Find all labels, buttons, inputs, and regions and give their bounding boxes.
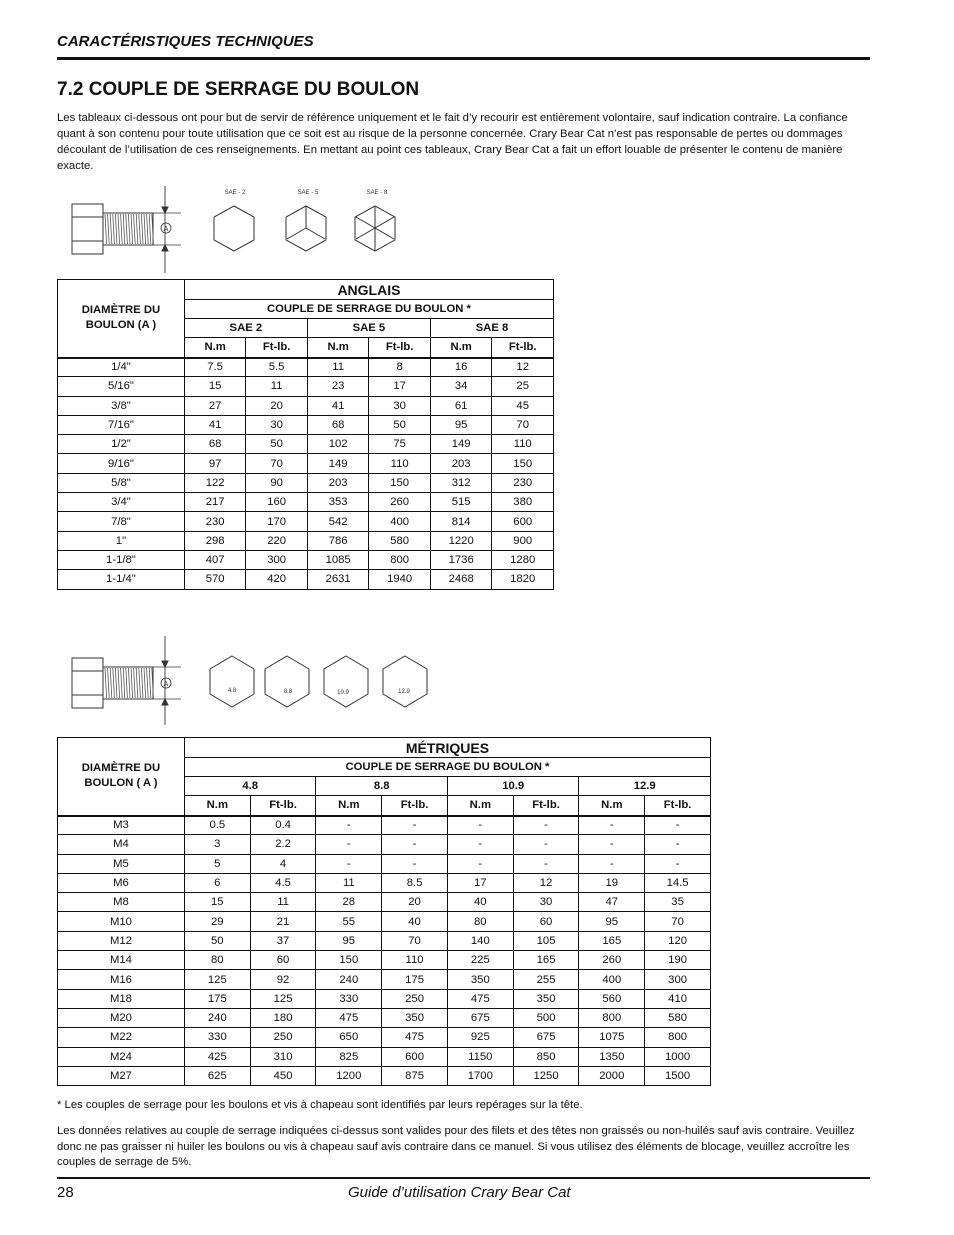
bolt-diagram-english xyxy=(57,183,417,275)
table-row xyxy=(58,512,554,531)
torque-value-cell: 1940 xyxy=(369,570,431,589)
torque-value-cell: 30 xyxy=(246,415,308,434)
torque-value-cell: 110 xyxy=(382,951,448,970)
torque-value-cell: 1820 xyxy=(492,570,554,589)
torque-value-cell: 125 xyxy=(250,989,316,1008)
torque-value-cell: 27 xyxy=(184,396,246,415)
torque-value-cell: 330 xyxy=(184,1028,250,1047)
torque-value-cell: - xyxy=(447,816,513,835)
torque-value-cell: - xyxy=(645,835,711,854)
metric-torque-table xyxy=(57,737,711,1086)
torque-value-cell: 70 xyxy=(492,415,554,434)
torque-value-cell: 180 xyxy=(250,1008,316,1027)
unit-header: N.m xyxy=(447,796,513,816)
torque-value-cell: 4.5 xyxy=(250,873,316,892)
torque-value-cell: 61 xyxy=(430,396,492,415)
torque-value-cell: 542 xyxy=(307,512,369,531)
torque-value-cell: - xyxy=(579,854,645,873)
head-label-12-9: 12.9 xyxy=(398,689,410,695)
table-row xyxy=(58,358,554,377)
bolt-diagram-metric xyxy=(57,633,447,727)
torque-value-cell: 353 xyxy=(307,493,369,512)
bolt-diameter-cell: 9/16" xyxy=(58,454,185,473)
torque-value-cell: 1736 xyxy=(430,550,492,569)
torque-value-cell: 120 xyxy=(645,931,711,950)
torque-value-cell: - xyxy=(382,854,448,873)
torque-value-cell: 350 xyxy=(513,989,579,1008)
page-title: 7.2 COUPLE DE SERRAGE DU BOULON xyxy=(57,79,420,100)
torque-value-cell: 240 xyxy=(184,1008,250,1027)
grade-header: 8.8 xyxy=(316,777,448,796)
footnote-marking: * Les couples de serrage pour les boulons et vis à chapeau sont identifiés par leurs repérages sur la tête. xyxy=(57,1099,583,1111)
torque-value-cell: 8 xyxy=(369,358,431,377)
grade-header: 4.8 xyxy=(184,777,316,796)
torque-value-cell: 175 xyxy=(382,970,448,989)
torque-value-cell: 40 xyxy=(447,893,513,912)
table-row xyxy=(58,1028,711,1047)
bolt-diameter-cell: 7/16" xyxy=(58,415,185,434)
unit-header: N.m xyxy=(184,796,250,816)
bolt-diameter-cell: M14 xyxy=(58,951,185,970)
torque-value-cell: 20 xyxy=(382,893,448,912)
torque-value-cell: 330 xyxy=(316,989,382,1008)
torque-value-cell: - xyxy=(447,854,513,873)
torque-value-cell: 515 xyxy=(430,493,492,512)
torque-value-cell: 11 xyxy=(246,377,308,396)
torque-value-cell: 6 xyxy=(184,873,250,892)
torque-value-cell: 25 xyxy=(492,377,554,396)
torque-value-cell: 410 xyxy=(645,989,711,1008)
torque-value-cell: 16 xyxy=(430,358,492,377)
torque-value-cell: 8.5 xyxy=(382,873,448,892)
torque-value-cell: 300 xyxy=(246,550,308,569)
unit-header: Ft-lb. xyxy=(369,338,431,358)
torque-value-cell: 4 xyxy=(250,854,316,873)
torque-value-cell: - xyxy=(645,816,711,835)
torque-value-cell: 350 xyxy=(382,1008,448,1027)
table-row xyxy=(58,415,554,434)
torque-value-cell: 786 xyxy=(307,531,369,550)
bolt-diameter-cell: 5/16" xyxy=(58,377,185,396)
torque-value-cell: - xyxy=(579,816,645,835)
torque-value-cell: 875 xyxy=(382,1066,448,1085)
bolt-diameter-cell: M27 xyxy=(58,1066,185,1085)
torque-value-cell: 60 xyxy=(513,912,579,931)
diameter-header: DIAMÈTRE DU BOULON (A ) xyxy=(58,280,185,358)
torque-value-cell: 12 xyxy=(513,873,579,892)
unit-header: Ft-lb. xyxy=(250,796,316,816)
table-subtitle: COUPLE DE SERRAGE DU BOULON * xyxy=(184,758,710,777)
torque-value-cell: 95 xyxy=(430,415,492,434)
bolt-diameter-cell: 1/4" xyxy=(58,358,185,377)
table-row xyxy=(58,931,711,950)
torque-value-cell: 11 xyxy=(316,873,382,892)
torque-value-cell: 40 xyxy=(382,912,448,931)
unit-header: N.m xyxy=(307,338,369,358)
torque-value-cell: 675 xyxy=(447,1008,513,1027)
torque-value-cell: 165 xyxy=(513,951,579,970)
torque-value-cell: 80 xyxy=(447,912,513,931)
torque-value-cell: 68 xyxy=(184,435,246,454)
torque-value-cell: 225 xyxy=(447,951,513,970)
head-label-8-8: 8.8 xyxy=(283,689,293,695)
grade-12-9-head-shape xyxy=(383,656,427,707)
torque-value-cell: 160 xyxy=(246,493,308,512)
torque-value-cell: 70 xyxy=(645,912,711,931)
table-row xyxy=(58,835,711,854)
torque-value-cell: - xyxy=(579,835,645,854)
torque-value-cell: - xyxy=(316,835,382,854)
unit-header: Ft-lb. xyxy=(513,796,579,816)
torque-value-cell: 30 xyxy=(369,396,431,415)
torque-value-cell: 240 xyxy=(316,970,382,989)
torque-value-cell: 17 xyxy=(369,377,431,396)
diameter-header: DIAMÈTRE DU BOULON ( A ) xyxy=(58,738,185,816)
table-row xyxy=(58,951,711,970)
table-row xyxy=(58,493,554,512)
bolt-diameter-cell: 1-1/4" xyxy=(58,570,185,589)
torque-value-cell: 11 xyxy=(250,893,316,912)
torque-value-cell: 28 xyxy=(316,893,382,912)
torque-value-cell: - xyxy=(316,854,382,873)
table-row xyxy=(58,854,711,873)
torque-value-cell: 220 xyxy=(246,531,308,550)
torque-value-cell: 37 xyxy=(250,931,316,950)
torque-value-cell: 15 xyxy=(184,377,246,396)
torque-value-cell: 475 xyxy=(382,1028,448,1047)
torque-value-cell: 625 xyxy=(184,1066,250,1085)
bolt-diameter-cell: M3 xyxy=(58,816,185,835)
bolt-diameter-cell: 1/2" xyxy=(58,435,185,454)
top-rule xyxy=(57,57,870,60)
torque-value-cell: 0.5 xyxy=(184,816,250,835)
torque-value-cell: 149 xyxy=(430,435,492,454)
dimension-label: A xyxy=(163,226,169,233)
unit-header: N.m xyxy=(184,338,246,358)
grade-10-9-head-shape xyxy=(324,656,368,707)
table-row xyxy=(58,435,554,454)
torque-value-cell: 580 xyxy=(369,531,431,550)
torque-value-cell: 35 xyxy=(645,893,711,912)
torque-value-cell: 105 xyxy=(513,931,579,950)
bolt-diameter-cell: 1" xyxy=(58,531,185,550)
head-label-sae8: SAE - 8 xyxy=(366,190,388,196)
grade-header: 10.9 xyxy=(447,777,579,796)
torque-value-cell: 17 xyxy=(447,873,513,892)
torque-value-cell: 203 xyxy=(430,454,492,473)
torque-value-cell: 80 xyxy=(184,951,250,970)
torque-value-cell: 150 xyxy=(316,951,382,970)
torque-value-cell: 475 xyxy=(316,1008,382,1027)
torque-value-cell: 23 xyxy=(307,377,369,396)
torque-value-cell: 68 xyxy=(307,415,369,434)
torque-value-cell: 925 xyxy=(447,1028,513,1047)
torque-value-cell: 110 xyxy=(369,454,431,473)
grade-header: SAE 8 xyxy=(430,319,553,338)
table-title: ANGLAIS xyxy=(184,280,553,300)
torque-value-cell: - xyxy=(513,816,579,835)
torque-value-cell: 95 xyxy=(579,912,645,931)
torque-value-cell: 260 xyxy=(579,951,645,970)
torque-value-cell: 1700 xyxy=(447,1066,513,1085)
torque-value-cell: 95 xyxy=(316,931,382,950)
torque-value-cell: 800 xyxy=(645,1028,711,1047)
torque-value-cell: 97 xyxy=(184,454,246,473)
table-row xyxy=(58,396,554,415)
bolt-diameter-cell: M16 xyxy=(58,970,185,989)
torque-value-cell: 21 xyxy=(250,912,316,931)
unit-header: Ft-lb. xyxy=(246,338,308,358)
torque-value-cell: 175 xyxy=(184,989,250,1008)
torque-value-cell: 41 xyxy=(184,415,246,434)
bolt-diameter-cell: M5 xyxy=(58,854,185,873)
torque-value-cell: 475 xyxy=(447,989,513,1008)
bolt-head-shape xyxy=(72,204,103,254)
table-row xyxy=(58,377,554,396)
torque-value-cell: - xyxy=(645,854,711,873)
torque-value-cell: 312 xyxy=(430,473,492,492)
torque-value-cell: 14.5 xyxy=(645,873,711,892)
bolt-diameter-cell: 3/8" xyxy=(58,396,185,415)
torque-value-cell: 55 xyxy=(316,912,382,931)
torque-value-cell: 1200 xyxy=(316,1066,382,1085)
torque-value-cell: 1150 xyxy=(447,1047,513,1066)
torque-value-cell: 150 xyxy=(492,454,554,473)
torque-value-cell: 47 xyxy=(579,893,645,912)
torque-value-cell: 125 xyxy=(184,970,250,989)
torque-value-cell: 1500 xyxy=(645,1066,711,1085)
torque-value-cell: 260 xyxy=(369,493,431,512)
torque-value-cell: 250 xyxy=(382,989,448,1008)
torque-value-cell: 650 xyxy=(316,1028,382,1047)
torque-value-cell: 255 xyxy=(513,970,579,989)
table-title: MÉTRIQUES xyxy=(184,738,710,758)
torque-value-cell: 70 xyxy=(382,931,448,950)
torque-value-cell: 102 xyxy=(307,435,369,454)
torque-value-cell: 350 xyxy=(447,970,513,989)
grade-header: SAE 5 xyxy=(307,319,430,338)
table-row xyxy=(58,1047,711,1066)
torque-value-cell: 814 xyxy=(430,512,492,531)
torque-value-cell: 1220 xyxy=(430,531,492,550)
torque-value-cell: 110 xyxy=(492,435,554,454)
torque-value-cell: 41 xyxy=(307,396,369,415)
torque-value-cell: 425 xyxy=(184,1047,250,1066)
torque-value-cell: 34 xyxy=(430,377,492,396)
intro-paragraph: Les tableaux ci-dessous ont pour but de servir de référence uniquement et le fait d’y recourir est entièrement volontaire, sauf indication contraire. La confiance quant à son contenu pour toute utilisation que ce soit est au risque de la personne concernée. Crary Bear Cat n’est pas responsable de pertes ou dommages découlant de l’utilisation de ces renseignements. En mettant au point ces tableaux, Crary Bear Cat a fait un effort louable de présenter le contenu de manière exacte. xyxy=(57,112,848,172)
table-row xyxy=(58,873,711,892)
bolt-diameter-cell: M10 xyxy=(58,912,185,931)
table-row xyxy=(58,1008,711,1027)
bolt-diameter-cell: M4 xyxy=(58,835,185,854)
dimension-label: A xyxy=(163,681,169,688)
table-row xyxy=(58,531,554,550)
table-row xyxy=(58,454,554,473)
torque-value-cell: 1075 xyxy=(579,1028,645,1047)
unit-header: N.m xyxy=(579,796,645,816)
torque-value-cell: 230 xyxy=(184,512,246,531)
table-row xyxy=(58,1066,711,1085)
torque-value-cell: 150 xyxy=(369,473,431,492)
torque-value-cell: - xyxy=(382,835,448,854)
english-torque-table xyxy=(57,279,554,590)
unit-header: N.m xyxy=(316,796,382,816)
torque-value-cell: 400 xyxy=(369,512,431,531)
torque-value-cell: 165 xyxy=(579,931,645,950)
bolt-diameter-cell: M22 xyxy=(58,1028,185,1047)
torque-value-cell: 45 xyxy=(492,396,554,415)
torque-value-cell: 50 xyxy=(246,435,308,454)
unit-header: N.m xyxy=(430,338,492,358)
torque-value-cell: 20 xyxy=(246,396,308,415)
table-row xyxy=(58,970,711,989)
torque-value-cell: - xyxy=(447,835,513,854)
bolt-diameter-cell: M12 xyxy=(58,931,185,950)
torque-value-cell: 407 xyxy=(184,550,246,569)
head-label-sae5: SAE - 5 xyxy=(297,190,319,196)
table-row xyxy=(58,550,554,569)
unit-header: Ft-lb. xyxy=(382,796,448,816)
footnote-lubrication: Les données relatives au couple de serrage indiquées ci-dessus sont valides pour des filets et des têtes non graissés ou non-huilés sauf avis contraire. Veuillez donc ne pas graisser ni huiler les boulons ou vis à chapeau sauf avis contraire dans ce manuel. Si vous utilisez des éléments de blocage, veuillez accroître les couples de serrage de 5%. xyxy=(57,1125,855,1168)
torque-value-cell: 140 xyxy=(447,931,513,950)
head-label-10-9: 10.9 xyxy=(337,690,349,696)
bolt-diameter-cell: M20 xyxy=(58,1008,185,1027)
bolt-head-shape xyxy=(72,658,103,708)
torque-value-cell: 217 xyxy=(184,493,246,512)
torque-value-cell: 298 xyxy=(184,531,246,550)
torque-value-cell: 1350 xyxy=(579,1047,645,1066)
torque-value-cell: 5 xyxy=(184,854,250,873)
bolt-diameter-cell: M6 xyxy=(58,873,185,892)
bolt-diameter-cell: M24 xyxy=(58,1047,185,1066)
torque-value-cell: - xyxy=(513,854,579,873)
torque-value-cell: 122 xyxy=(184,473,246,492)
torque-value-cell: 50 xyxy=(369,415,431,434)
torque-value-cell: 600 xyxy=(492,512,554,531)
torque-value-cell: 70 xyxy=(246,454,308,473)
torque-value-cell: 190 xyxy=(645,951,711,970)
torque-value-cell: 560 xyxy=(579,989,645,1008)
head-label-4-8: 4.8 xyxy=(227,688,237,694)
table-row xyxy=(58,989,711,1008)
table-row xyxy=(58,473,554,492)
unit-header: Ft-lb. xyxy=(645,796,711,816)
sae2-head-shape xyxy=(214,206,254,251)
torque-value-cell: 800 xyxy=(579,1008,645,1027)
torque-value-cell: 570 xyxy=(184,570,246,589)
torque-value-cell: 1000 xyxy=(645,1047,711,1066)
torque-value-cell: 230 xyxy=(492,473,554,492)
grade-8-8-head-shape xyxy=(265,656,309,707)
torque-value-cell: 2631 xyxy=(307,570,369,589)
torque-value-cell: 825 xyxy=(316,1047,382,1066)
torque-value-cell: 400 xyxy=(579,970,645,989)
torque-value-cell: 3 xyxy=(184,835,250,854)
torque-value-cell: 90 xyxy=(246,473,308,492)
torque-value-cell: 30 xyxy=(513,893,579,912)
torque-value-cell: 15 xyxy=(184,893,250,912)
torque-value-cell: 2000 xyxy=(579,1066,645,1085)
bolt-diameter-cell: M8 xyxy=(58,893,185,912)
torque-value-cell: - xyxy=(316,816,382,835)
torque-value-cell: 500 xyxy=(513,1008,579,1027)
grade-4-8-head-shape xyxy=(210,656,254,707)
bottom-rule xyxy=(57,1177,870,1179)
footer-guide-title: Guide d’utilisation Crary Bear Cat xyxy=(348,1184,571,1201)
torque-value-cell: 800 xyxy=(369,550,431,569)
torque-value-cell: 7.5 xyxy=(184,358,246,377)
table-row xyxy=(58,893,711,912)
torque-value-cell: 203 xyxy=(307,473,369,492)
torque-value-cell: 75 xyxy=(369,435,431,454)
head-label-sae2: SAE - 2 xyxy=(224,190,246,196)
torque-value-cell: 310 xyxy=(250,1047,316,1066)
torque-value-cell: 29 xyxy=(184,912,250,931)
torque-value-cell: 1085 xyxy=(307,550,369,569)
torque-value-cell: 300 xyxy=(645,970,711,989)
torque-value-cell: - xyxy=(382,816,448,835)
bolt-diameter-cell: 7/8" xyxy=(58,512,185,531)
torque-value-cell: 1250 xyxy=(513,1066,579,1085)
torque-value-cell: 19 xyxy=(579,873,645,892)
torque-value-cell: - xyxy=(513,835,579,854)
torque-value-cell: 5.5 xyxy=(246,358,308,377)
torque-value-cell: 380 xyxy=(492,493,554,512)
torque-value-cell: 2.2 xyxy=(250,835,316,854)
unit-header: Ft-lb. xyxy=(492,338,554,358)
table-row xyxy=(58,816,711,835)
table-subtitle: COUPLE DE SERRAGE DU BOULON * xyxy=(184,300,553,319)
table-row xyxy=(58,570,554,589)
torque-value-cell: 900 xyxy=(492,531,554,550)
torque-value-cell: 675 xyxy=(513,1028,579,1047)
torque-value-cell: 11 xyxy=(307,358,369,377)
torque-value-cell: 2468 xyxy=(430,570,492,589)
torque-value-cell: 170 xyxy=(246,512,308,531)
bolt-diameter-cell: 1-1/8" xyxy=(58,550,185,569)
grade-header: 12.9 xyxy=(579,777,711,796)
torque-value-cell: 420 xyxy=(246,570,308,589)
torque-value-cell: 149 xyxy=(307,454,369,473)
grade-header: SAE 2 xyxy=(184,319,307,338)
torque-value-cell: 92 xyxy=(250,970,316,989)
bolt-diameter-cell: M18 xyxy=(58,989,185,1008)
torque-value-cell: 600 xyxy=(382,1047,448,1066)
torque-value-cell: 50 xyxy=(184,931,250,950)
torque-value-cell: 450 xyxy=(250,1066,316,1085)
torque-value-cell: 60 xyxy=(250,951,316,970)
bolt-diameter-cell: 5/8" xyxy=(58,473,185,492)
torque-value-cell: 250 xyxy=(250,1028,316,1047)
page-number: 28 xyxy=(57,1184,74,1201)
section-header: CARACTÉRISTIQUES TECHNIQUES xyxy=(57,33,314,50)
torque-value-cell: 850 xyxy=(513,1047,579,1066)
torque-value-cell: 0.4 xyxy=(250,816,316,835)
torque-value-cell: 1280 xyxy=(492,550,554,569)
torque-value-cell: 580 xyxy=(645,1008,711,1027)
torque-value-cell: 12 xyxy=(492,358,554,377)
table-row xyxy=(58,912,711,931)
bolt-diameter-cell: 3/4" xyxy=(58,493,185,512)
